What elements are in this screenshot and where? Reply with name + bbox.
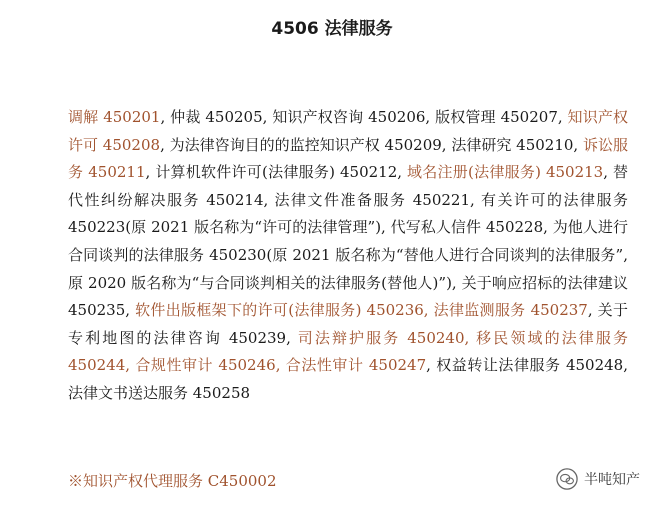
service-text: , 为法律咨询目的的监控知识产权 450209, 法律研究 450210, (160, 135, 583, 154)
highlighted-service: 调解 450201 (68, 108, 161, 126)
agency-service-note: ※知识产权代理服务 C450002 (68, 472, 277, 490)
wechat-icon (556, 468, 578, 490)
service-text: , 仲裁 450205, 知识产权咨询 450206, 版权管理 450207, (160, 108, 568, 126)
service-text: , 关于专利地图的法律咨询 450239, (68, 301, 628, 347)
service-text: , 计算机软件许可(法律服务) 450212, (145, 163, 408, 182)
service-text: , 替代性纠纷解决服务 450214, 法律文件准备服务 450221, 有关许可的法律服务 450223(原 2021 版名称为“许可的法律管理”), 代写私人信件 450228, 为他人进行合同谈判的法律服务 450230(原 2021 版名称为“替他人进行合同谈判的法律服务”, 原 2020 版名称为“与合同谈判相关的法律服务(替他人)”), 关于响应招标的法律建议 450235, (68, 163, 629, 320)
watermark-label: 半吨知产 (584, 472, 640, 488)
service-text: , 权益转让法律服务 450248, 法律文书送达服务 450258 (68, 356, 628, 402)
highlighted-service: 司法辩护服务 450240, 移民领域的法律服务 450244, 合规性审计 450246, 合法性审计 450247 (68, 328, 628, 375)
watermark (556, 468, 640, 490)
highlighted-service: 诉讼服务 450211 (68, 135, 628, 182)
page-title: 4506 法律服务 (271, 19, 393, 39)
highlighted-service: 知识产权许可 450208 (68, 108, 628, 154)
service-list-paragraph (68, 104, 628, 408)
highlighted-service: 域名注册(法律服务) 450213 (407, 163, 604, 182)
highlighted-service: 软件出版框架下的许可(法律服务) 450236, 法律监测服务 450237 (135, 301, 588, 320)
